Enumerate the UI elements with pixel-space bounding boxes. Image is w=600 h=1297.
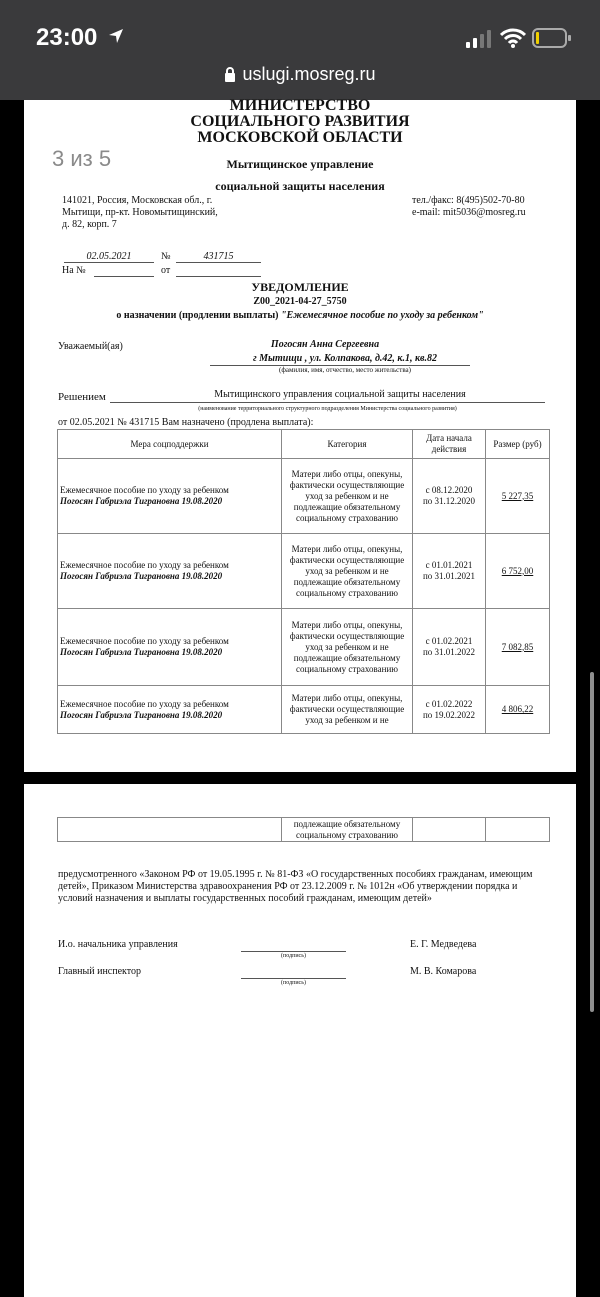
ministry-line-2: СОЦИАЛЬНОГО РАЗВИТИЯ: [190, 113, 410, 130]
category: Матери либо отцы, опекуны, фактически осуществляющие уход за ребенком и не: [282, 686, 413, 734]
signal-icon: [466, 30, 492, 48]
ministry-title: [180, 98, 420, 146]
child: Погосян Габриэла Тиграновна 19.08.2020: [60, 647, 223, 657]
phone-fax: тел./факс: 8(495)502-70-80: [412, 195, 525, 206]
subject-prefix: о назначении (продлении выплаты): [116, 310, 279, 321]
decision-label: Решением: [58, 391, 106, 403]
home-indicator[interactable]: [194, 1278, 406, 1284]
amount: 7 082,85: [486, 609, 550, 686]
category: Матери либо отцы, опекуны, фактически осуществляющие уход за ребенком и не подлежащие обязательному социальному страхованию: [282, 534, 413, 609]
table-row: [58, 686, 550, 734]
department-name: [180, 153, 420, 197]
signer-name-1: Е. Г. Медведева: [410, 939, 477, 950]
department-line-2: социальной защиты населения: [215, 179, 385, 193]
measure: Ежемесячное пособие по уходу за ребенком: [60, 636, 229, 646]
recipient-address: г Мытищи , ул. Колпакова, д.42, к.1, кв.82: [252, 353, 438, 364]
decision-body: Мытищинского управления социальной защиты населения: [214, 389, 466, 400]
child: Погосян Габриэла Тиграновна 19.08.2020: [60, 496, 223, 506]
child: Погосян Габриэла Тиграновна 19.08.2020: [60, 709, 223, 720]
battery-icon: [532, 28, 572, 48]
header-cell: Категория: [282, 430, 413, 459]
period-start: с 01.02.2022: [425, 698, 473, 709]
address-line-3: д. 82, корп. 7: [62, 219, 117, 230]
department-line-1: Мытищинское управление: [226, 157, 374, 171]
law-reference: предусмотренного «Законом РФ от 19.05.1995 г. № 81-ФЗ «О государственных пособиях гражданам, имеющим детей», Приказом Министерства здравоохранения РФ от 23.12.2009 г. № 1012н «Об утверждении порядка и условий назначения и выплаты государственных пособий гражданам, имеющим детей»: [58, 869, 533, 904]
benefits-table-continued: [57, 817, 550, 842]
assigned-line: от 02.05.2021 № 431715 Вам назначено (продлена выплата):: [58, 417, 314, 428]
no-label: №: [161, 251, 171, 262]
period-end: по 19.02.2022: [422, 709, 476, 720]
table-row: [58, 609, 550, 686]
table-row: [58, 818, 550, 842]
lock-icon: [224, 67, 236, 82]
amount: 4 806,22: [486, 686, 550, 734]
ministry-line-1: МИНИСТЕРСТВО: [229, 97, 371, 114]
table-header-row: [58, 430, 550, 459]
measure: Ежемесячное пособие по уходу за ребенком: [60, 560, 229, 570]
ot-label: от: [161, 265, 171, 276]
url-text: uslugi.mosreg.ru: [242, 64, 376, 84]
signer-role-1: И.о. начальника управления: [58, 939, 178, 950]
doc-date: 02.05.2021: [86, 251, 132, 262]
decision-caption: (наименование территориального структурного подразделения Министерства социального развития): [198, 406, 457, 412]
page-counter: 3 из 5: [52, 146, 112, 171]
address-block: [62, 195, 218, 231]
signature-line-1: [241, 951, 346, 952]
subject-benefit: "Ежемесячное пособие по уходу за ребенком": [280, 310, 484, 321]
header-cell: Размер (руб): [486, 430, 550, 459]
benefits-table: [57, 429, 550, 734]
notice-subject: [60, 310, 540, 322]
table-row: [58, 459, 550, 534]
category: Матери либо отцы, опекуны, фактически осуществляющие уход за ребенком и не подлежащие обязательному социальному страхованию: [282, 459, 413, 534]
document-page-2: [24, 784, 576, 1297]
signature-caption-2: (подпись): [281, 980, 306, 986]
recipient-caption: (фамилия, имя, отчество, место жительства): [279, 366, 411, 374]
period-start: с 01.01.2021: [425, 560, 473, 570]
child: Погосян Габриэла Тиграновна 19.08.2020: [60, 571, 223, 581]
address-bar[interactable]: [0, 64, 600, 85]
period-end: по 31.12.2020: [422, 496, 476, 506]
signer-name-2: М. В. Комарова: [410, 966, 477, 977]
notice-title: УВЕДОМЛЕНИЕ: [251, 280, 349, 294]
period-end: по 31.01.2021: [422, 571, 476, 581]
period-start: с 08.12.2020: [425, 485, 473, 495]
ministry-line-3: МОСКОВСКОЙ ОБЛАСТИ: [197, 129, 403, 146]
period-start: с 01.02.2021: [425, 636, 473, 646]
recipient-name: Погосян Анна Сергеевна: [270, 339, 380, 350]
signature-caption-1: (подпись): [281, 953, 306, 959]
amount: 5 227,35: [486, 459, 550, 534]
measure: Ежемесячное пособие по уходу за ребенком: [60, 485, 229, 495]
header-cell: Дата начала действия: [413, 430, 486, 459]
category: подлежащие обязательному социальному страхованию: [282, 818, 413, 842]
signer-role-2: Главный инспектор: [58, 966, 141, 977]
na-label: На №: [62, 265, 86, 276]
measure: Ежемесячное пособие по уходу за ребенком: [60, 698, 229, 709]
category: Матери либо отцы, опекуны, фактически осуществляющие уход за ребенком и не подлежащие обязательному социальному страхованию: [282, 609, 413, 686]
wifi-icon: [500, 28, 526, 48]
address-line-1: 141021, Россия, Московская обл., г.: [62, 195, 213, 206]
email: e-mail: mit5036@mosreg.ru: [412, 207, 526, 218]
table-row: [58, 534, 550, 609]
period-end: по 31.01.2022: [422, 647, 476, 657]
address-line-2: Мытищи, пр-кт. Новомытищинский,: [62, 207, 218, 218]
header-cell: Мера соцподдержки: [58, 430, 282, 459]
greeting: Уважаемый(ая): [58, 341, 123, 352]
notice-code: Z00_2021-04-27_5750: [253, 296, 347, 307]
signature-line-2: [241, 978, 346, 979]
doc-number: 431715: [203, 251, 234, 262]
status-time: 23:00: [36, 24, 98, 51]
location-arrow-icon: [108, 28, 124, 44]
amount: 6 752,00: [486, 534, 550, 609]
contacts-block: [412, 195, 526, 219]
scrollbar[interactable]: [590, 672, 594, 1012]
